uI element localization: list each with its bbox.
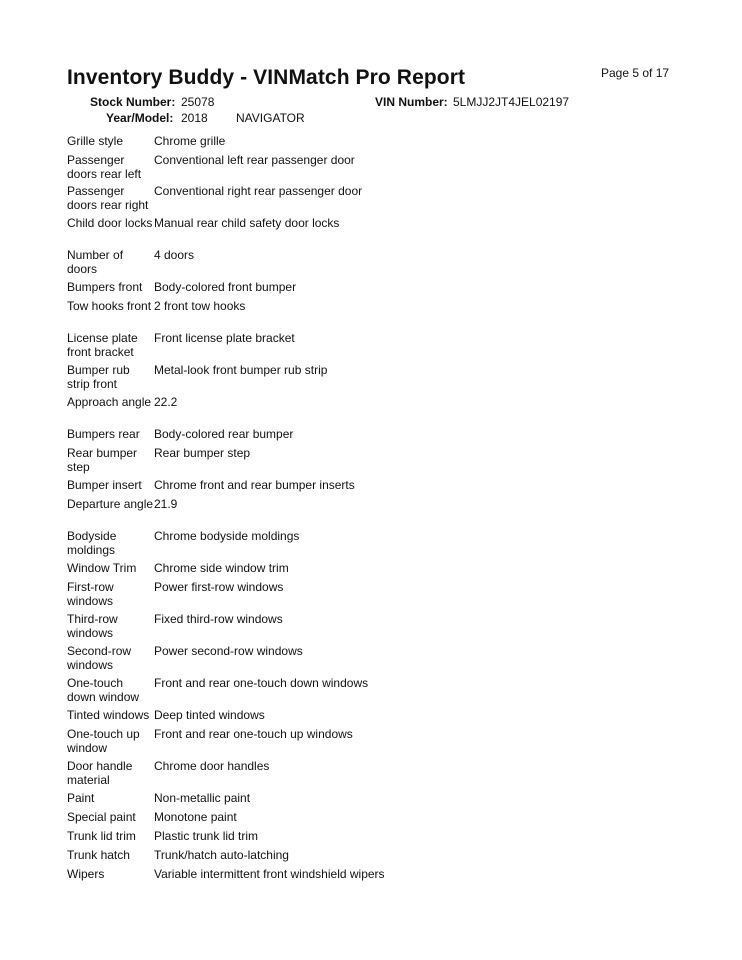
spec-value: Power second-row windows bbox=[154, 644, 303, 658]
spec-label: Bumpers front bbox=[67, 280, 143, 294]
spec-label: Window Trim bbox=[67, 561, 137, 575]
spec-value: Non-metallic paint bbox=[154, 791, 251, 805]
spec-label: Wipers bbox=[67, 867, 105, 881]
spec-value: Chrome front and rear bumper inserts bbox=[154, 478, 355, 492]
spec-value: Trunk/hatch auto-latching bbox=[154, 848, 289, 862]
year-model-label: Year/Model: bbox=[106, 111, 174, 125]
spec-value: Monotone paint bbox=[154, 810, 237, 824]
spec-label: Tow hooks front bbox=[67, 299, 152, 313]
spec-value: 21.9 bbox=[154, 497, 178, 511]
spec-value: Power first-row windows bbox=[154, 580, 284, 594]
spec-value: 4 doors bbox=[154, 248, 195, 262]
spec-label: Trunk lid trim bbox=[67, 829, 136, 843]
spec-label: Door handle material bbox=[67, 759, 133, 787]
spec-value: Front and rear one-touch down windows bbox=[154, 676, 369, 690]
spec-value: Plastic trunk lid trim bbox=[154, 829, 259, 843]
spec-label: Passenger doors rear left bbox=[67, 153, 142, 181]
spec-label: Third-row windows bbox=[67, 612, 118, 640]
spec-value: Chrome bodyside moldings bbox=[154, 529, 300, 543]
spec-value: 2 front tow hooks bbox=[154, 299, 246, 313]
vin-number-label: VIN Number: bbox=[375, 95, 448, 109]
spec-value: Chrome side window trim bbox=[154, 561, 289, 575]
spec-label: Bodyside moldings bbox=[67, 529, 117, 557]
spec-value: Rear bumper step bbox=[154, 446, 251, 460]
spec-label: Paint bbox=[67, 791, 95, 805]
spec-label: Number of doors bbox=[67, 248, 124, 276]
spec-label: Grille style bbox=[67, 134, 124, 148]
spec-value: Body-colored front bumper bbox=[154, 280, 297, 294]
spec-label: Trunk hatch bbox=[67, 848, 130, 862]
spec-label: Tinted windows bbox=[67, 708, 150, 722]
spec-label: Second-row windows bbox=[67, 644, 132, 672]
spec-label: License plate front bracket bbox=[67, 331, 138, 359]
spec-value: Manual rear child safety door locks bbox=[154, 216, 340, 230]
spec-label: Bumper insert bbox=[67, 478, 142, 492]
spec-value: Variable intermittent front windshield wipers bbox=[154, 867, 385, 881]
spec-value: Conventional left rear passenger door bbox=[154, 153, 355, 167]
spec-label: Rear bumper step bbox=[67, 446, 138, 474]
spec-value: Metal-look front bumper rub strip bbox=[154, 363, 328, 377]
spec-value: Chrome grille bbox=[154, 134, 226, 148]
spec-label: First-row windows bbox=[67, 580, 114, 608]
model-value: NAVIGATOR bbox=[236, 111, 305, 125]
spec-label: Bumper rub strip front bbox=[67, 363, 130, 391]
spec-label: One-touch down window bbox=[67, 676, 140, 704]
spec-value: Deep tinted windows bbox=[154, 708, 265, 722]
page-number: Page 5 of 17 bbox=[601, 66, 670, 80]
spec-label: Departure angle bbox=[67, 497, 154, 511]
spec-value: Conventional right rear passenger door bbox=[154, 184, 363, 198]
spec-value: Chrome door handles bbox=[154, 759, 270, 773]
stock-number-value: 25078 bbox=[181, 95, 215, 109]
spec-label: Bumpers rear bbox=[67, 427, 140, 441]
stock-number-label: Stock Number: bbox=[90, 95, 176, 109]
report-title: Inventory Buddy - VINMatch Pro Report bbox=[67, 66, 466, 89]
spec-value: Front and rear one-touch up windows bbox=[154, 727, 353, 741]
vin-number-value: 5LMJJ2JT4JEL02197 bbox=[453, 95, 570, 109]
year-value: 2018 bbox=[181, 111, 208, 125]
spec-label: One-touch up window bbox=[67, 727, 140, 755]
spec-label: Special paint bbox=[67, 810, 136, 824]
spec-label: Approach angle bbox=[67, 395, 152, 409]
spec-value: Body-colored rear bumper bbox=[154, 427, 294, 441]
spec-value: 22.2 bbox=[154, 395, 178, 409]
spec-label: Child door locks bbox=[67, 216, 153, 230]
spec-label: Passenger doors rear right bbox=[67, 184, 149, 212]
spec-value: Front license plate bracket bbox=[154, 331, 295, 345]
spec-value: Fixed third-row windows bbox=[154, 612, 283, 626]
